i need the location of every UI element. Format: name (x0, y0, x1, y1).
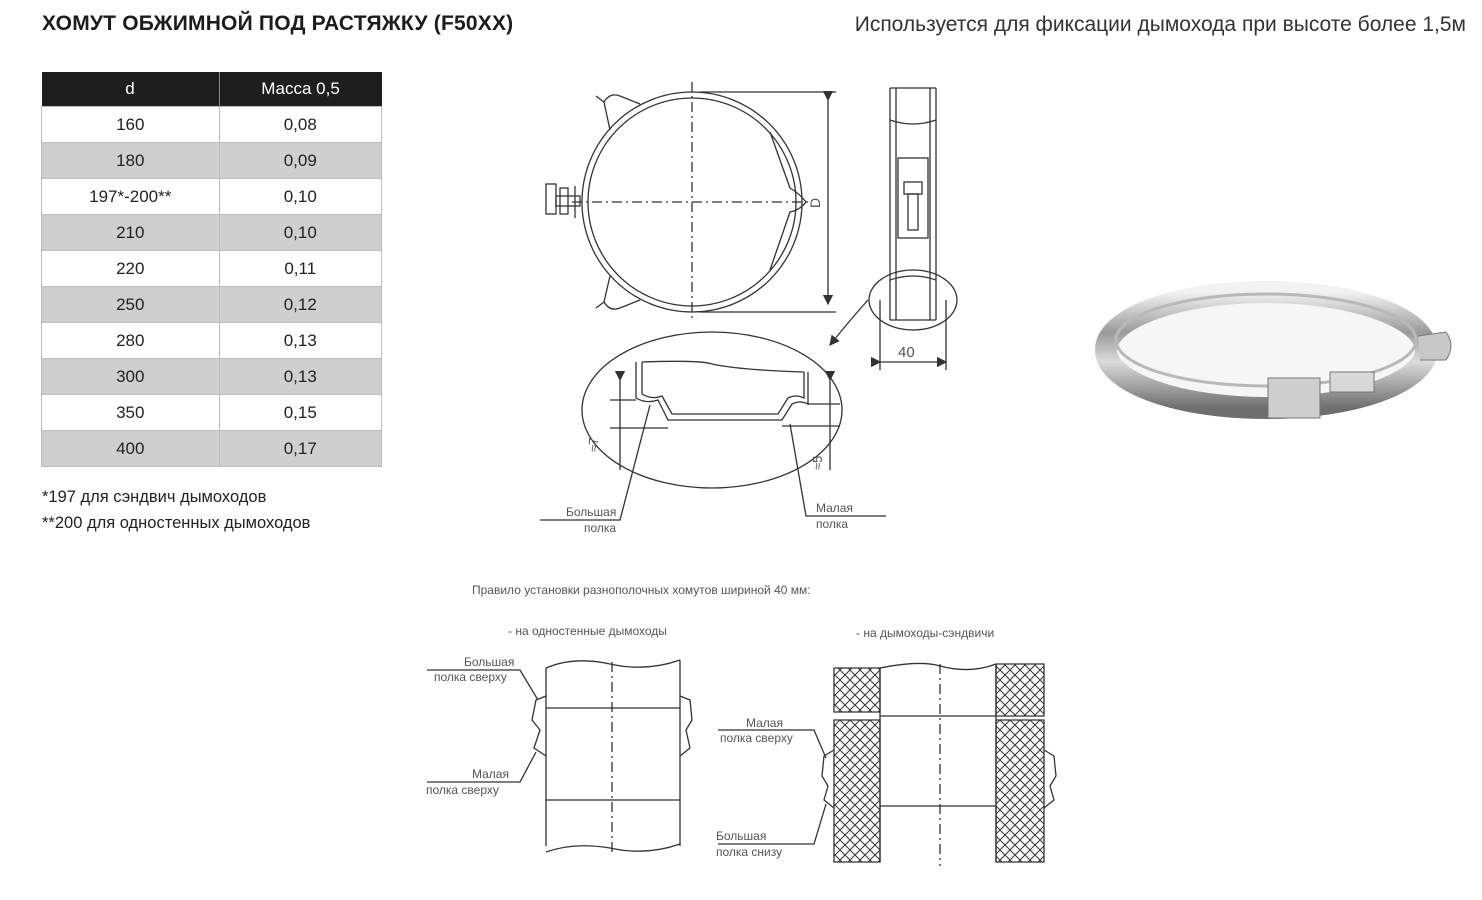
dim-d-label: D (807, 197, 823, 208)
single-wall-caption: - на одностенные дымоходы (508, 624, 667, 638)
small-top-label-1: Малая (472, 767, 509, 781)
cell-mass: 0,12 (219, 287, 382, 323)
big-bottom-label-1: Большая (716, 829, 767, 843)
clamp-side-view (869, 88, 957, 370)
cell-mass: 0,10 (219, 179, 382, 215)
clamp-front-view (546, 82, 836, 322)
cell-d: 250 (42, 287, 220, 323)
column-header-d: d (42, 72, 220, 107)
page-subtitle: Используется для фиксации дымохода при высоте более 1,5м (854, 13, 1466, 36)
column-header-mass: Масса 0,5 (219, 72, 382, 107)
dim-5-label: ≈5 (810, 455, 825, 470)
cell-mass: 0,08 (219, 107, 382, 143)
dim-7-label: ≈7 (586, 437, 601, 452)
cell-d: 180 (42, 143, 220, 179)
dim-40-label: 40 (898, 344, 915, 361)
clamp-photo (1100, 290, 1451, 418)
big-top-label-2: полка сверху (434, 670, 507, 684)
small-top-label-2: полка сверху (426, 783, 499, 797)
small-top2-label-2: полка сверху (720, 731, 793, 745)
big-shelf-label-1: Большая (566, 505, 617, 519)
cell-d: 160 (42, 107, 220, 143)
cell-d: 280 (42, 323, 220, 359)
rule-caption: Правило установки разнополочных хомутов шириной 40 мм: (472, 583, 811, 597)
profile-detail (540, 332, 886, 520)
cell-mass: 0,17 (219, 431, 382, 467)
small-shelf-label-1: Малая (816, 501, 853, 515)
cell-mass: 0,13 (219, 359, 382, 395)
cell-d: 210 (42, 215, 220, 251)
cell-mass: 0,15 (219, 395, 382, 431)
big-bottom-label-2: полка снизу (716, 845, 783, 859)
page-title: ХОМУТ ОБЖИМНОЙ ПОД РАСТЯЖКУ (F50XX) (42, 12, 514, 35)
cell-mass: 0,10 (219, 215, 382, 251)
cell-d: 350 (42, 395, 220, 431)
big-shelf-label-2: полка (584, 521, 617, 535)
single-wall-pipe (427, 660, 692, 852)
footnote-sandwich: *197 для сэндвич дымоходов (42, 488, 267, 506)
cell-mass: 0,09 (219, 143, 382, 179)
footnote-single-wall: **200 для одностенных дымоходов (42, 514, 311, 532)
cell-mass: 0,11 (219, 251, 382, 287)
cell-d: 300 (42, 359, 220, 395)
cell-mass: 0,13 (219, 323, 382, 359)
detail-arrow (830, 300, 868, 345)
cell-d: 197*-200** (42, 179, 220, 215)
small-shelf-label-2: полка (816, 517, 849, 531)
sandwich-pipe (718, 663, 1056, 866)
sandwich-caption: - на дымоходы-сэндвичи (856, 626, 995, 640)
small-top2-label-1: Малая (746, 716, 783, 730)
big-top-label-1: Большая (464, 655, 515, 669)
cell-d: 220 (42, 251, 220, 287)
cell-d: 400 (42, 431, 220, 467)
